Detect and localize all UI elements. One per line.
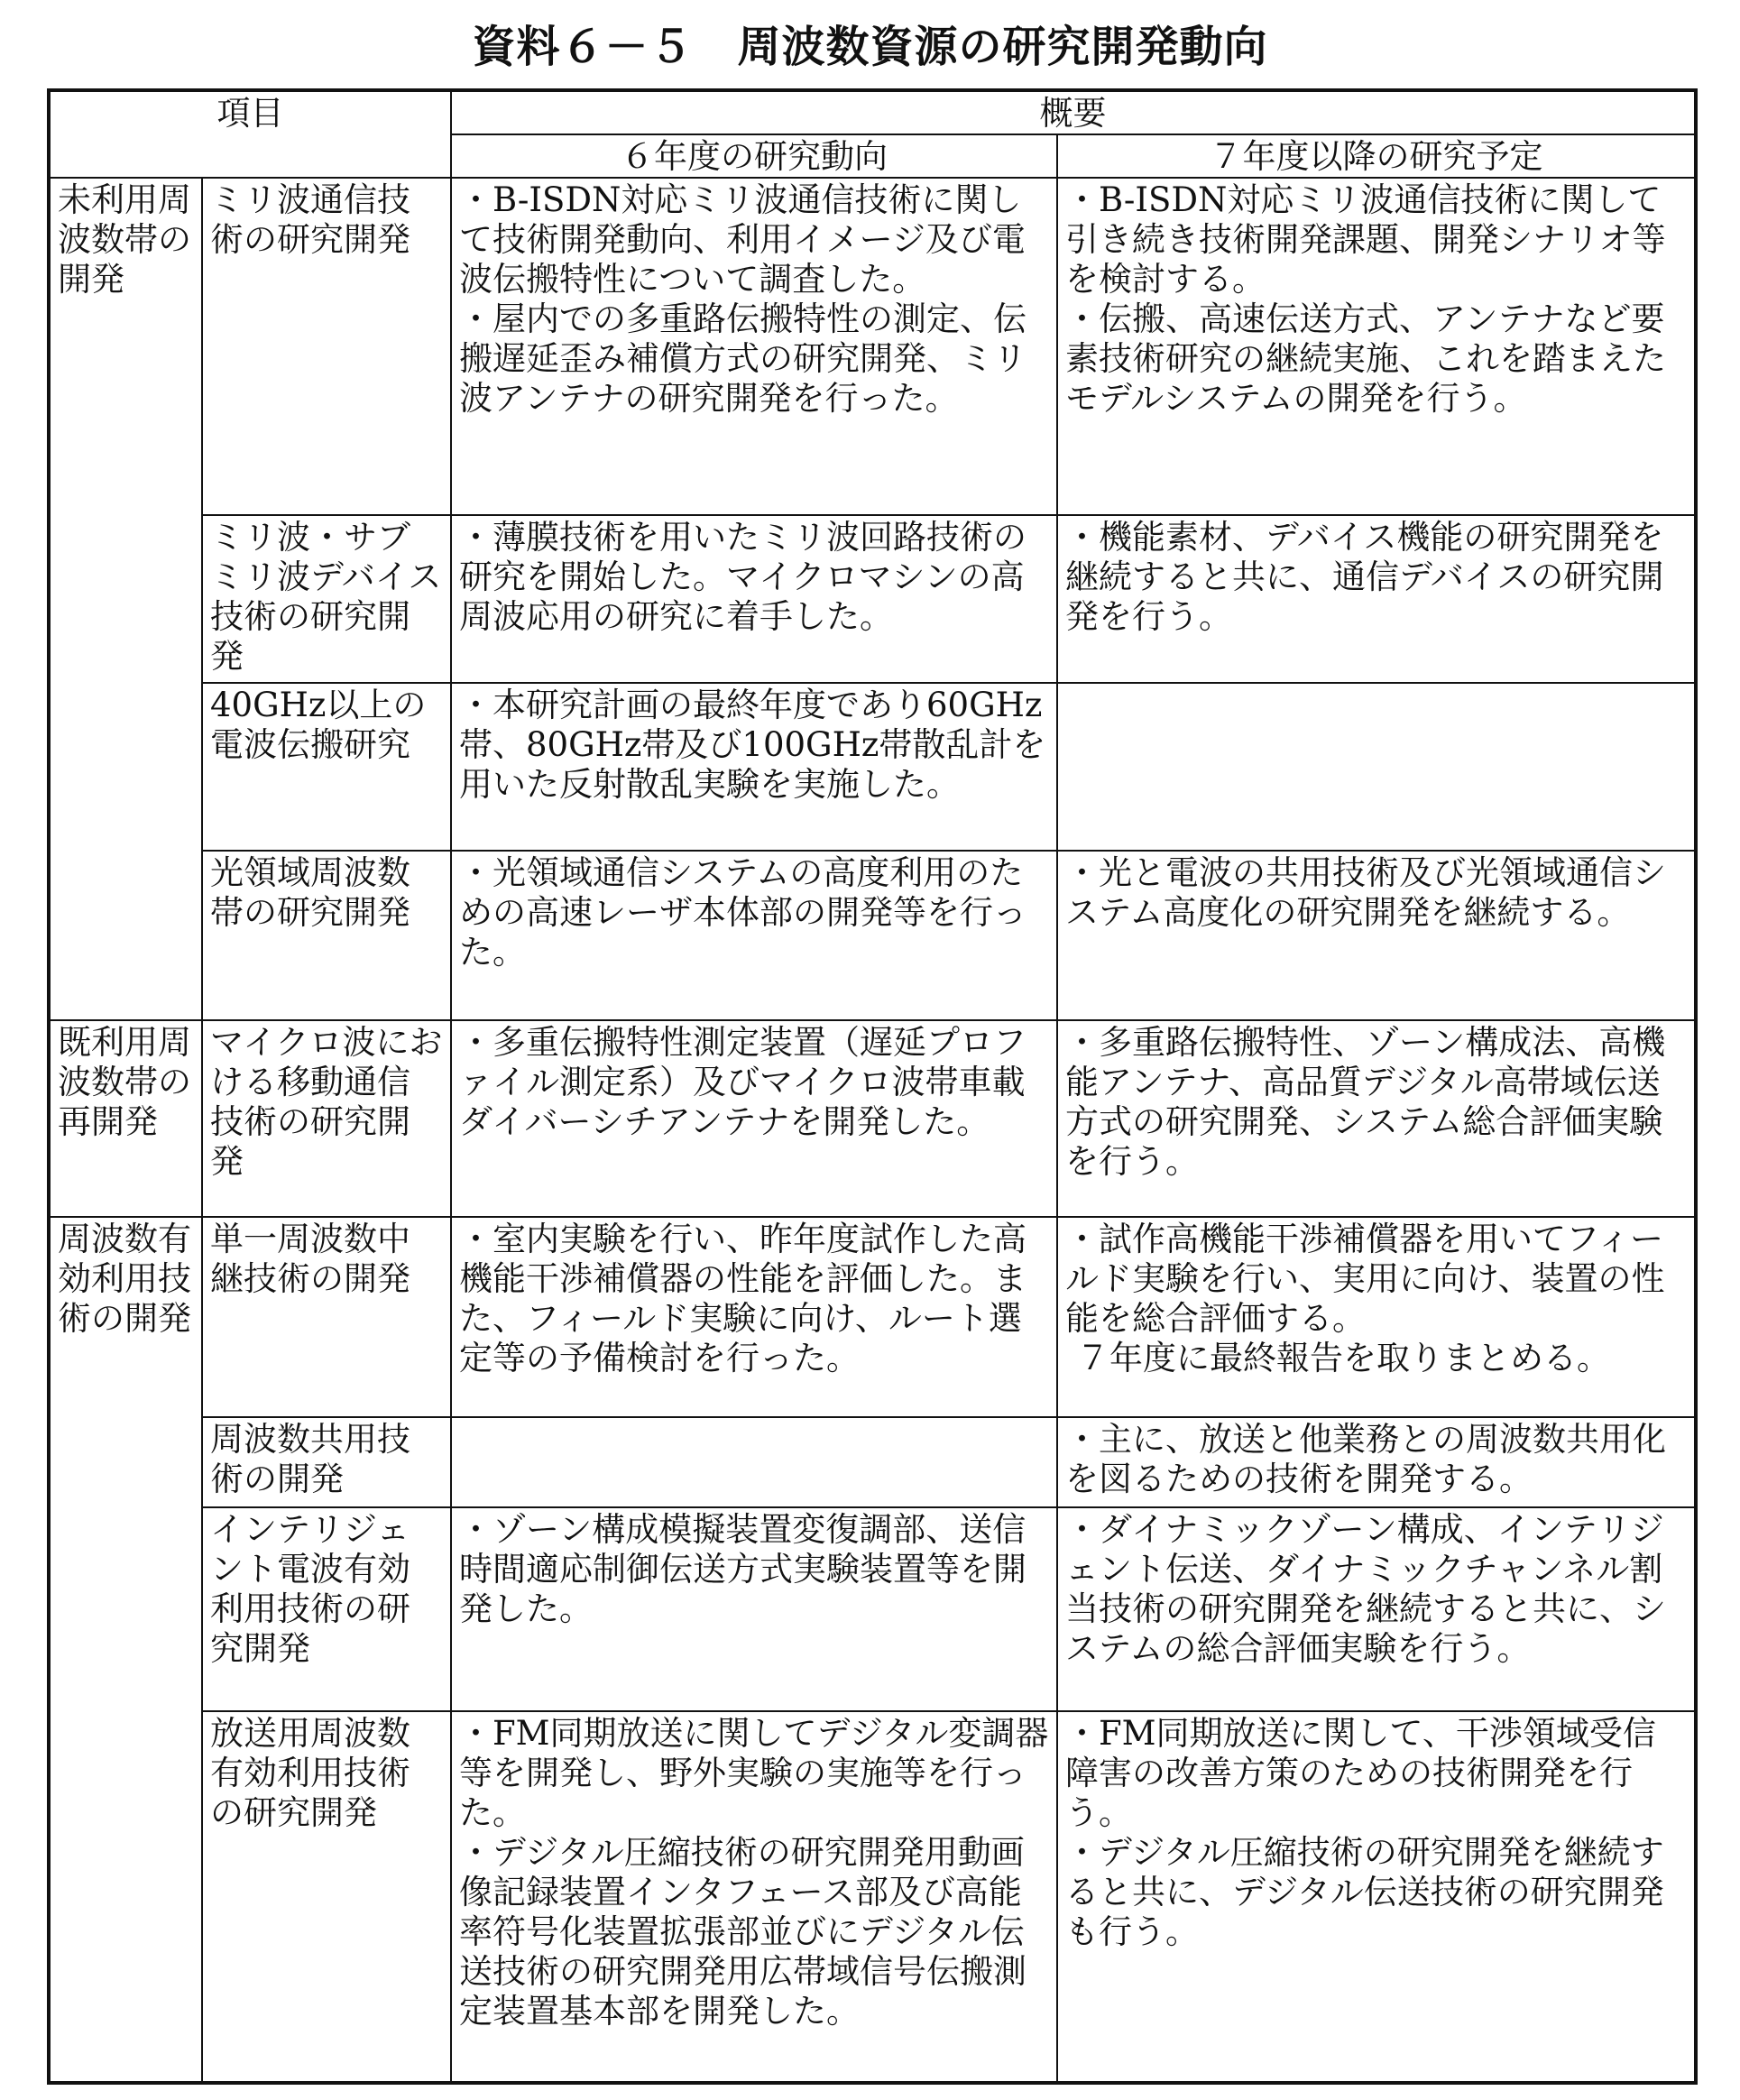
current-cell <box>451 1020 1057 1217</box>
current-cell <box>451 683 1057 851</box>
future-cell <box>1057 1711 1696 2083</box>
future-cell <box>1057 1020 1696 1217</box>
current-text: ・B-ISDN対応ミリ波通信技術に関して技術開発動向、利用イメージ及び電波伝搬特性について調査した。 <box>459 180 1026 299</box>
table-row <box>49 1020 1696 1217</box>
future-text: ・デジタル圧縮技術の研究開発を継続すると共に、デジタル伝送技術の研究開発も行う。 <box>1065 1833 1664 1951</box>
header-future-year: ７年度以降の研究予定 <box>1057 134 1696 178</box>
future-cell <box>1057 1417 1696 1507</box>
table-row <box>49 851 1696 1020</box>
current-text: ・多重伝搬特性測定装置（遅延プロファイル測定系）及びマイクロ波帯車載ダイバーシチアンテナを開発した。 <box>459 1023 1027 1141</box>
item-cell: 40GHz以上の電波伝搬研究 <box>202 683 451 851</box>
current-cell <box>451 1507 1057 1711</box>
current-cell <box>451 515 1057 683</box>
item-cell: 光領域周波数帯の研究開発 <box>202 851 451 1020</box>
future-text: ・伝搬、高速伝送方式、アンテナなど要素技術研究の継続実施、これを踏まえたモデルシステムの開発を行う。 <box>1065 299 1666 418</box>
future-text: ・試作高機能干渉補償器を用いてフィールド実験を行い、実用に向け、装置の性能を総合評価する。 <box>1065 1220 1665 1338</box>
future-text: ・FM同期放送に関して、干渉領域受信障害の改善方策のための技術開発を行う。 <box>1065 1714 1656 1832</box>
future-text: ・ダイナミックゾーン構成、インテリジェント伝送、ダイナミックチャンネル割当技術の研究開発を継続すると共に、システムの総合評価実験を行う。 <box>1065 1510 1666 1668</box>
table-row <box>49 1711 1696 2083</box>
item-cell: 放送用周波数有効利用技術の研究開発 <box>202 1711 451 2083</box>
future-cell <box>1057 178 1696 515</box>
item-cell: ミリ波・サブミリ波デバイス技術の研究開発 <box>202 515 451 683</box>
current-cell <box>451 1217 1057 1417</box>
header-overview: 概要 <box>451 90 1696 134</box>
category-cell: 周波数有効利用技術の開発 <box>49 1217 202 2083</box>
table-row <box>49 178 1696 515</box>
item-cell: 単一周波数中継技術の開発 <box>202 1217 451 1417</box>
current-text: ・本研究計画の最終年度であり60GHz帯、80GHz帯及び100GHz帯散乱計を用いた反射散乱実験を実施した。 <box>459 686 1046 804</box>
current-text: ・FM同期放送に関してデジタル変調器等を開発し、野外実験の実施等を行った。 <box>459 1714 1049 1832</box>
header-item: 項目 <box>49 90 451 178</box>
item-cell: マイクロ波における移動通信技術の研究開発 <box>202 1020 451 1217</box>
current-text: ・光領域通信システムの高度利用のための高速レーザ本体部の開発等を行った。 <box>459 853 1027 972</box>
future-cell <box>1057 515 1696 683</box>
table-row <box>49 1217 1696 1417</box>
research-table <box>47 88 1698 2085</box>
header-current-year: ６年度の研究動向 <box>451 134 1057 178</box>
future-cell <box>1057 1217 1696 1417</box>
category-cell: 未利用周波数帯の開発 <box>49 178 202 1020</box>
current-cell <box>451 1417 1057 1507</box>
table-row <box>49 1507 1696 1711</box>
table-row <box>49 683 1696 851</box>
table-body <box>49 90 1696 2083</box>
current-cell <box>451 851 1057 1020</box>
future-text: ・B-ISDN対応ミリ波通信技術に関して引き続き技術開発課題、開発シナリオ等を検討する。 <box>1065 180 1666 299</box>
current-text: ・薄膜技術を用いたミリ波回路技術の研究を開始した。マイクロマシンの高周波応用の研究に着手した。 <box>459 518 1027 636</box>
current-cell <box>451 178 1057 515</box>
future-text: ７年度に最終報告を取りまとめる。 <box>1076 1339 1610 1377</box>
page-title: 資料６－５ 周波数資源の研究開発動向 <box>472 22 1268 72</box>
current-text: ・デジタル圧縮技術の研究開発用動画像記録装置インタフェース部及び高能率符号化装置拡張部並びにデジタル伝送技術の研究開発用広帯域信号伝搬測定装置基本部を開発した。 <box>459 1833 1027 2031</box>
current-text: ・室内実験を行い、昨年度試作した高機能干渉補償器の性能を評価した。また、フィールド実験に向け、ルート選定等の予備検討を行った。 <box>459 1220 1027 1377</box>
item-cell: インテリジェント電波有効利用技術の研究開発 <box>202 1507 451 1711</box>
table-row <box>49 1417 1696 1507</box>
future-text: ・光と電波の共用技術及び光領域通信システム高度化の研究開発を継続する。 <box>1065 853 1666 932</box>
item-cell: 周波数共用技術の開発 <box>202 1417 451 1507</box>
header-row-1 <box>49 90 1696 134</box>
future-text: ・主に、放送と他業務との周波数共用化を図るための技術を開発する。 <box>1065 1420 1666 1498</box>
table-row <box>49 515 1696 683</box>
future-cell <box>1057 683 1696 851</box>
future-text: ・機能素材、デバイス機能の研究開発を継続すると共に、通信デバイスの研究開発を行う。 <box>1065 518 1664 636</box>
future-cell <box>1057 1507 1696 1711</box>
future-text: ・多重路伝搬特性、ゾーン構成法、高機能アンテナ、高品質デジタル高帯域伝送方式の研究開発、システム総合評価実験を行う。 <box>1065 1023 1666 1181</box>
current-text: ・ゾーン構成模擬装置変復調部、送信時間適応制御伝送方式実験装置等を開発した。 <box>459 1510 1027 1628</box>
category-cell: 既利用周波数帯の再開発 <box>49 1020 202 1217</box>
item-cell: ミリ波通信技術の研究開発 <box>202 178 451 515</box>
current-text: ・屋内での多重路伝搬特性の測定、伝搬遅延歪み補償方式の研究開発、ミリ波アンテナの研究開発を行った。 <box>459 299 1027 418</box>
current-cell <box>451 1711 1057 2083</box>
future-cell <box>1057 851 1696 1020</box>
